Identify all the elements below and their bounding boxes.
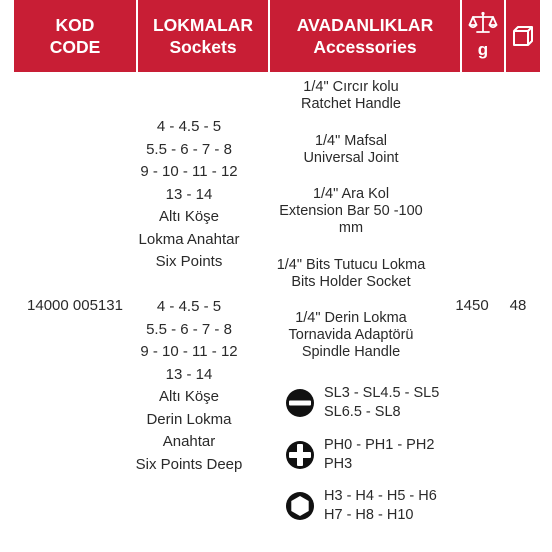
- sockets-sizes-line: 5.5 - 6 - 7 - 8: [146, 140, 232, 158]
- accessory-line: Tornavida Adaptörü: [288, 327, 414, 343]
- weight-value: 1450: [455, 297, 489, 314]
- header-accessories-tr: AVADANLIKLAR: [296, 15, 434, 35]
- bit-sizes: [324, 487, 437, 525]
- bit-sizes-line: PH3: [324, 456, 353, 472]
- sockets-sizes-line: 9 - 10 - 11 - 12: [140, 343, 238, 360]
- bit-sizes-line: H7 - H8 - H10: [324, 507, 414, 523]
- bit-row-hex: [280, 487, 460, 527]
- sockets-group-deep: [124, 296, 254, 476]
- sockets-desc-line: Anahtar: [162, 433, 216, 450]
- header-box: [506, 0, 540, 72]
- phillips-bit-icon: [285, 440, 315, 470]
- accessory-ratchet-handle: [256, 79, 446, 113]
- bit-sizes: [324, 384, 439, 422]
- accessory-line: 1/4" Ara Kol: [312, 186, 390, 202]
- box-icon: [511, 25, 535, 47]
- header-sockets: [138, 0, 268, 72]
- header-sockets-en: Sockets: [169, 37, 237, 57]
- accessory-line: Universal Joint: [303, 150, 399, 166]
- accessory-line: Extension Bar 50 -100: [279, 203, 423, 219]
- slotted-bit-icon: [285, 388, 315, 418]
- sockets-desc-line: Lokma Anahtar: [138, 230, 240, 248]
- accessory-line: 1/4" Mafsal: [314, 133, 388, 149]
- sockets-desc-line: Altı Köşe: [158, 388, 220, 405]
- header-code-en: CODE: [49, 37, 101, 57]
- product-code: 14000 005131: [27, 297, 123, 314]
- bit-row-phillips: [280, 436, 460, 476]
- accessory-line: Ratchet Handle: [301, 96, 401, 112]
- header-weight: [462, 0, 504, 72]
- header-code-tr: KOD: [55, 15, 95, 35]
- box-quantity: 48: [509, 297, 527, 314]
- sockets-group-standard: [124, 116, 254, 274]
- sockets-sizes-line: 4 - 4.5 - 5: [156, 298, 222, 315]
- bit-row-slotted: [280, 384, 460, 424]
- accessory-line: 1/4" Derin Lokma: [295, 310, 407, 326]
- sockets-sizes-line: 9 - 10 - 11 - 12: [140, 163, 238, 180]
- bit-sizes: [324, 436, 434, 474]
- sockets-sizes-line: 13 - 14: [165, 185, 213, 203]
- accessory-line: 1/4" Cırcır kolu: [303, 79, 399, 95]
- accessory-bits-holder: [256, 257, 446, 291]
- sockets-desc-line: Altı Köşe: [158, 208, 220, 225]
- accessory-line: Bits Holder Socket: [291, 274, 411, 290]
- bit-sizes-line: H3 - H4 - H5 - H6: [324, 488, 437, 504]
- accessory-line: 1/4" Bits Tutucu Lokma: [276, 257, 426, 273]
- accessory-line: Spindle Handle: [301, 344, 401, 360]
- sockets-desc-line: Six Points Deep: [135, 455, 243, 473]
- bit-sizes-line: SL3 - SL4.5 - SL5: [324, 385, 440, 401]
- header-accessories: [270, 0, 460, 72]
- header-accessories-en: Accessories: [313, 37, 417, 57]
- sockets-sizes-line: 13 - 14: [165, 365, 213, 383]
- accessory-extension-bar: [256, 186, 446, 237]
- sockets-desc-line: Derin Lokma: [146, 410, 232, 428]
- accessory-universal-joint: [256, 133, 446, 167]
- sockets-desc-line: Six Points: [155, 253, 223, 270]
- accessory-line: mm: [338, 220, 364, 236]
- bit-sizes-line: PH0 - PH1 - PH2: [324, 437, 435, 453]
- bit-sizes-line: SL6.5 - SL8: [324, 404, 401, 420]
- scale-icon: [468, 11, 498, 35]
- header-weight-unit: g: [477, 40, 489, 59]
- table-header: [14, 0, 540, 72]
- sockets-sizes-line: 5.5 - 6 - 7 - 8: [146, 320, 232, 338]
- accessory-spindle-handle: [256, 310, 446, 361]
- header-sockets-tr: LOKMALAR: [152, 15, 254, 35]
- sockets-sizes-line: 4 - 4.5 - 5: [156, 118, 222, 135]
- hex-bit-icon: [285, 491, 315, 521]
- header-code: [14, 0, 136, 72]
